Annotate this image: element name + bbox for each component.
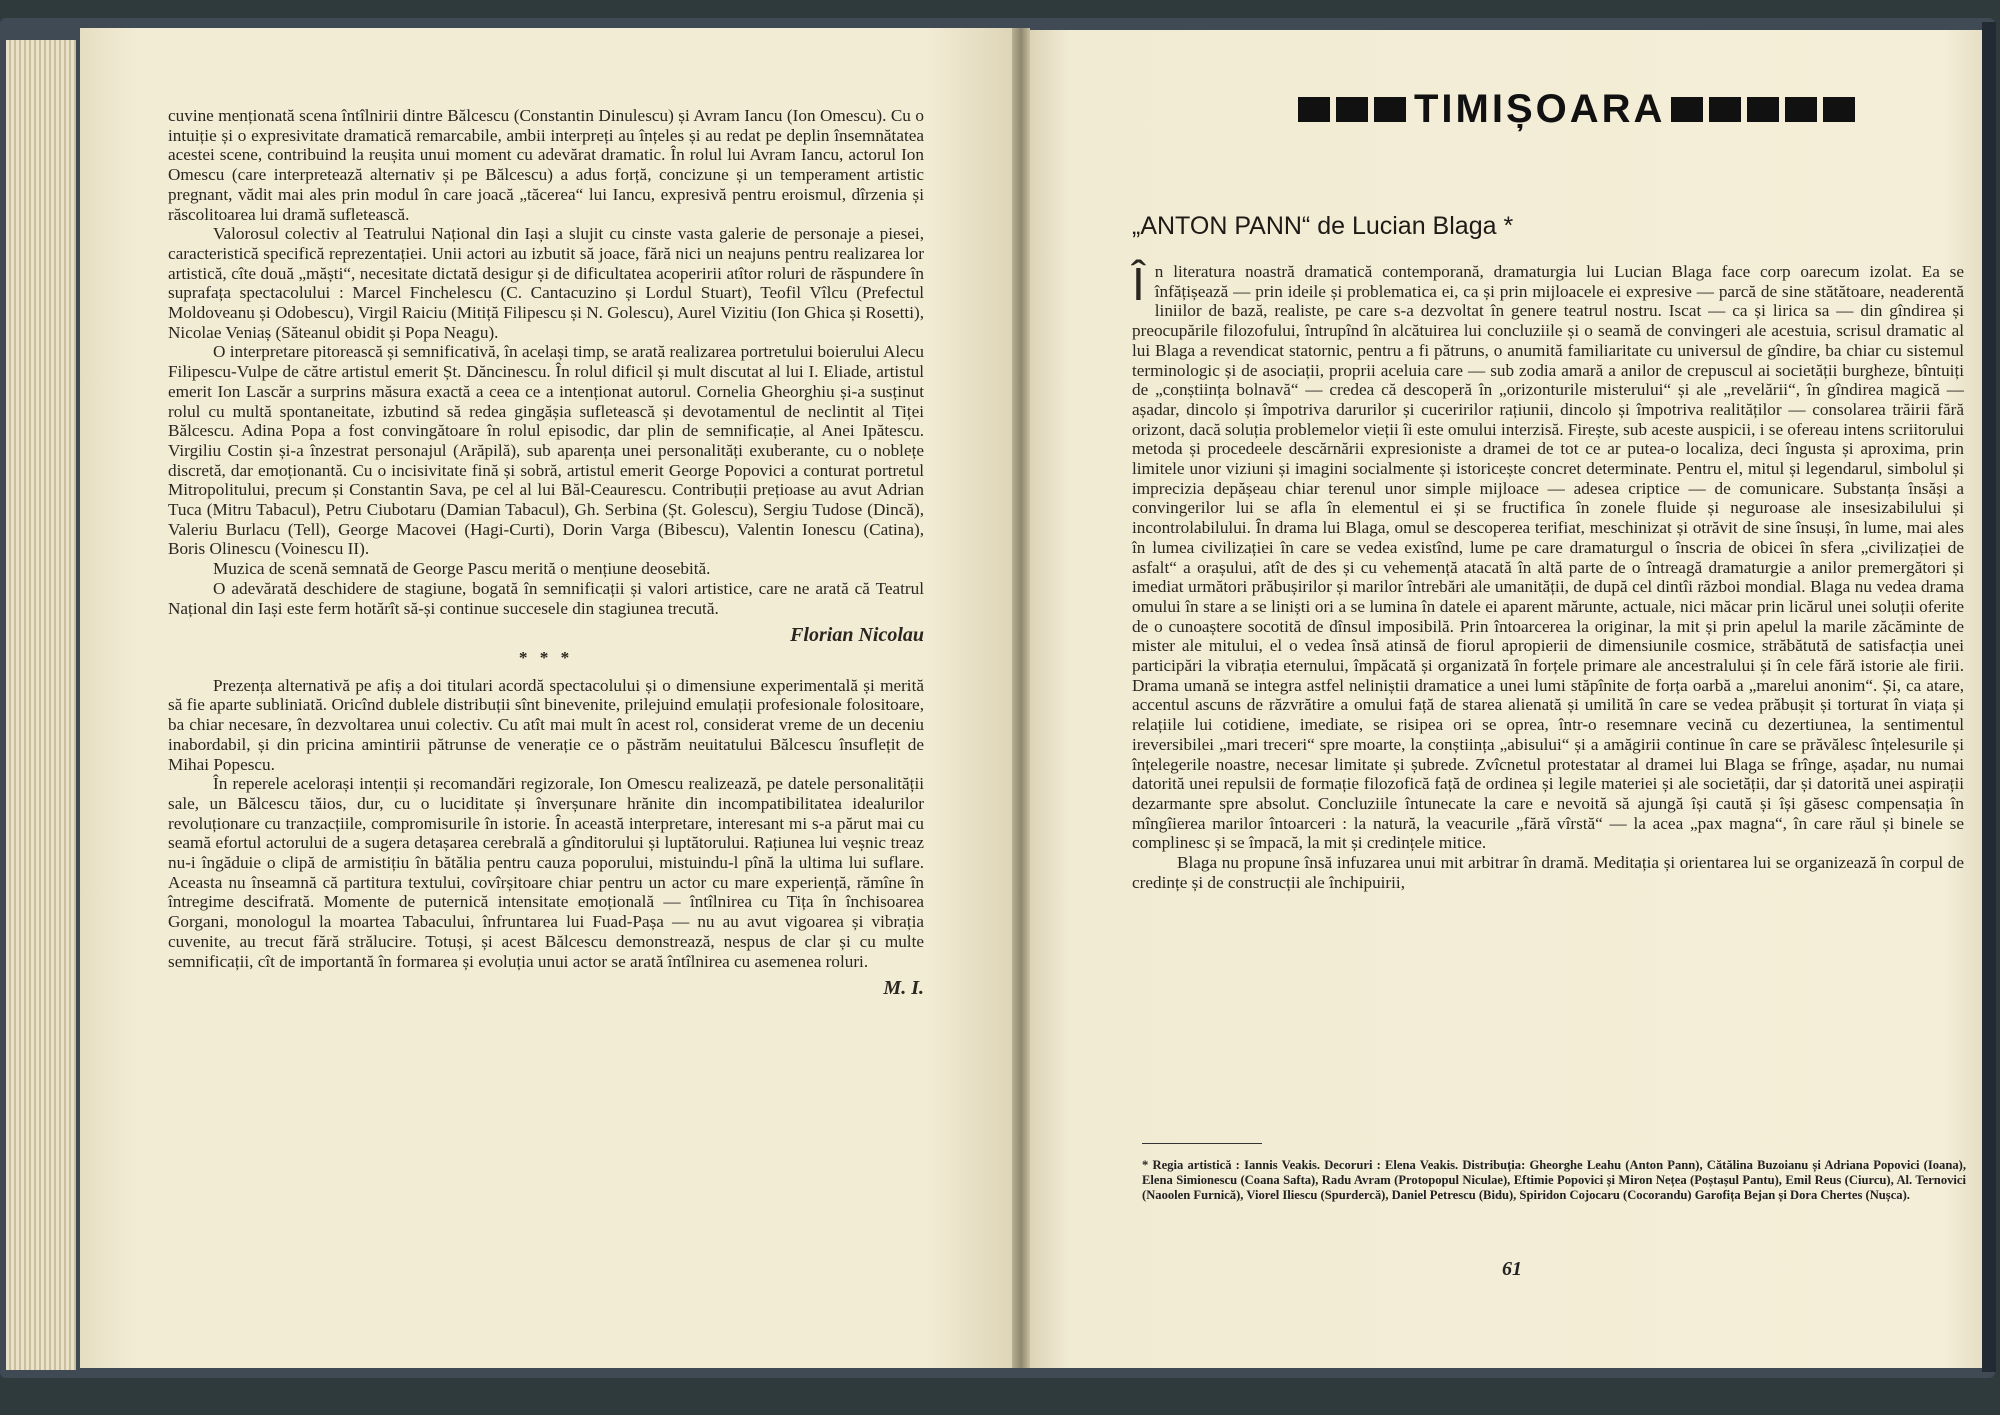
section-banner <box>1298 87 1978 131</box>
signature-author: Florian Nicolau <box>790 624 924 647</box>
banner-block-icon <box>1336 97 1368 122</box>
banner-block-icon <box>1709 97 1741 122</box>
right-column <box>1132 258 1964 893</box>
footnote: * Regia artistică : Iannis Veakis. Decoruri : Elena Veakis. Distribuția: Gheorghe Leahu (Anton Pann), Cătălina Buzoianu și Adriana Popovici (Ioana), Elena Simionescu (Coana Safta), Radu Avram (Protopopul Niculae), Eftimie Popovici și Miron Nețea (Poștașul Pantu), Emil Reus (Ciurcu), Al. Ternovici (Naoolen Furnică), Viorel Iliescu (Spurdercă), Daniel Petrescu (Bidu), Spiridon Cojocaru (Cocorandu) Garofița Bejan și Dora Chertes (Nușca). <box>1142 1158 1966 1202</box>
banner-title: TIMIȘOARA <box>1414 87 1666 131</box>
paragraph: Blaga nu propune însă infuzarea unui mit arbitrar în dramă. Meditația și orientarea lui se organizează în corpul de credințe și de construcții ale închipuirii, <box>1132 853 1964 892</box>
page-edges <box>6 40 76 1370</box>
book-gutter <box>1012 28 1030 1368</box>
left-column <box>168 106 924 1001</box>
banner-block-icon <box>1671 97 1703 122</box>
paragraph <box>1132 258 1964 853</box>
paragraph: O adevărată deschidere de stagiune, bogată în semnificații și valori artistice, care ne arată că Teatrul Național din Iași este ferm hotărît să-și continue succesele din stagiunea trecută. <box>168 578 924 618</box>
paragraph-text: n literatura noastră dramatică contemporană, dramaturgia lui Lucian Blaga face corp oarecum izolat. Ea se înfățișează — prin ideile și problematica ei, ca și prin mijloacele ei expresive — parcă de sine stătătoare, neaderentă liniilor de bază, realiste, pe care s-a dezvoltat în genere teatrul nostru. Iscat — ca și lirica sa — din gîndirea și preocupările filozofului, întrupînd în alcătuirea lui concluziile și o seamă de convingeri ale acestuia, scrisul dramatic al lui Blaga a revendicat statornic, pentru a fi pătruns, o anumită familiaritate cu universul de gîndire, ba chiar cu sistemul terminologic și de asociații, proprii aceluia care — sub zodia amară a anilor de crepuscul ai societății burgheze, bîntuiți de „conștiința bolnavă“ — credea că descoperă în „orizonturile misterului“ și ale „revelării“, în gîndirea magică — așadar, dincolo și împotriva darurilor și cuceririlor rațiunii, dincolo și împotriva realităților — consolarea trăirii fără orizont, dacă soluția problemelor vieții îi este omului interzisă. Firește, sub aceste auspicii, i se ofereau intens scriitorului metoda și procedeele descărnării expresioniste a dramei de tot ce ar putea-o localiza, deci îngusta și aproxima, prin limitele unor viziuni și imagini socialmente și istoricește concret determinate. Pentru el, mitul și legendarul, simbolul și imprecizia depășeau chiar terenul unor simple mijloace — adesea criptice — de comunicare. Substanța însăși a convingerilor lui se afla în elementul ei și se fructifica în zonele fluide și neguroase ale insesizabilului și incontrolabilului. În drama lui Blaga, omul se descoperea terifiat, meschinizat și otrăvit de sine însuși, în lume, mai ales în lumea civilizației în care se vedea existînd, lume pe care dramaturgul o înscria de obicei în sfera „civilizației de asfalt“ a orașului, atît de des și cu vehemență atacată în altă parte de o întreagă dramaturgie a anilor premergători și imediat următori prăbușirilor și marilor întrebări ale umanității, de după cel dintîi război mondial. Blaga nu vedea drama omului în stare a se liniști ori a se lumina în datele ei aparent mărunte, actuale, nici măcar prin licărul unei soluții oferite de o cunoaștere socotită de dînsul imposibilă. Prin întoarcerea la originar, la mit și prin apelul la marile zăcăminte de mister ale mitului, el o vedea însă atinsă de fiorul apropierii de dimensiunile cosmice, străbătută de satisfacția unei participări la vibrația eternului, împăcată și organizată în forțele primare ale ancestralului și în cele fără istorie ale firii. Drama umană se integra astfel neliniștii dramatice a unei lumi stăpînite de forța oarbă a „marelui anonim“. Și, ca atare, accentul ascuns de răzvrătire a omului față de starea alienată și umilită în care se vedea prăbușit și torturat în viața și relațiile lui cotidiene, imediate, se risipea ori se oprea, într-o resemnare vecină cu dezertiunea, la sentimentul ireversibilei „mari treceri“ spre moarte, la conștiința „abisului“ și a amăgirii continue în care se prăvălesc înțelesurile și înțelegerile noastre, necesar limitate și șubrede. Zvîcnetul protestatar al dramei lui Blaga se frînge, așadar, nu numai datorită unei repulsii de formație filozofică față de ordinea și legile materiei și ale societății, dar și datorită unei aspirații dezarmante spre absolut. Concluziile întunecate la care e nevoită să ajungă își caută și își găsesc compensația în mîngîierea marilor întoarceri : la natură, la veacurile „fără vîrstă“ — la acea „pax magna“, în care răul și binele se complinesc și se împacă, la mit și credințele mitice. <box>1132 262 1964 853</box>
cover-edge-right <box>1982 22 1996 1372</box>
banner-block-icon <box>1374 97 1406 122</box>
article-title: „ANTON PANN“ de Lucian Blaga * <box>1132 212 1514 240</box>
footnote-rule <box>1142 1143 1262 1144</box>
signature-initials: M. I. <box>883 977 924 1000</box>
paragraph: O interpretare pitorească și semnificativă, în același timp, se arată realizarea portretului boierului Alecu Filipescu-Vulpe de către artistul emerit Șt. Dăncinescu. În rolul dificil și mult discutat al lui I. Eliade, artistul emerit Ion Lascăr a surprins măsura exactă a ceea ce a intenționat autorul. Cornelia Gheorghiu și-a susținut rolul cu multă spontaneitate, izbutind să redea gingășia sufletească și devotamentul de neclintit al Tiței Bălcescu. Adina Popa a fost convingătoare în rolul episodic, dar plin de semnificație, al Anei Ipătescu. Virgiliu Costin și-a înzestrat personajul (Arăpilă), sub aparența unei personalități exuberante, cu o noblețe discretă, dar emoționantă. Cu o incisivitate fină și sobră, artistul emerit George Popovici a conturat portretul Mitropolitului, precum și Constantin Sava, pe cel al lui Băl-Ceaurescu. Contribuții prețioase au avut Adrian Tuca (Mitru Tabacul), Petru Ciubotaru (Damian Tabacul), Gh. Serbina (Șt. Golescu), Sergiu Tudose (Dincă), Valeriu Burlacu (Tell), George Macovei (Hagi-Curti), Dorin Varga (Bibescu), Valentin Ionescu (Catina), Boris Olinescu (Voinescu II). <box>168 342 924 559</box>
page-number: 61 <box>1502 1258 1522 1280</box>
paragraph: În reperele acelorași intenții și recomandări regizorale, Ion Omescu realizează, pe datele personalității sale, un Bălcescu tăios, dur, cu o luciditate și înverșunare hrănite din incompatibilitatea idealurilor revoluționare cu tranzacțiile, compromisurile în istorie. În această interpretare, interesant mi s-a părut mai cu seamă efortul actorului de a sugera detașarea cerebrală a gînditorului și luptătorului. Rațiunea lui veșnic treaz nu-i îngăduie o clipă de armistițiu în bătălia pentru cauza poporului, mistuindu-l pînă la ultima lui suflare. Aceasta nu înseamnă că partitura textului, covîrșitoare chiar pentru un actor cu mare experiență, rămîne în întregime descifrată. Momente de puternică intensitate emoțională — întîlnirea cu Tița în închisoarea Gorgani, monologul la moartea Tabacului, înfruntarea lui Fuad-Pașa — nu au avut vigoarea și vibrația cuvenite, au trecut fără strălucire. Totuși, și acest Bălcescu demonstrează, nespus de clar și cu multe semnificații, cît de importantă în formarea și evoluția unui actor se arată întîlnirea cu asemenea roluri. <box>168 774 924 971</box>
banner-block-icon <box>1823 97 1855 122</box>
section-separator: * * * <box>518 647 574 667</box>
paragraph: Valorosul colectiv al Teatrului Național din Iași a slujit cu cinste vasta galerie de personaje a piesei, caracteristică specifică reprezentației. Unii actori au izbutit să joace, fără nici un neajuns pentru realizarea lor artistică, cîte două „măști“, necesitate dictată desigur și de dificultatea acoperirii atîtor roluri de răspundere în suprafața spectacolului : Marcel Finchelescu (C. Cantacuzino și Lordul Stuart), Teofil Vîlcu (Prefectul Moldoveanu și Odobescu), Virgil Raiciu (Mitiță Filipescu și N. Golescu), Aurel Vizitiu (Ion Ghica și Rosetti), Nicolae Veniaș (Săteanul obidit și Popa Neagu). <box>168 224 924 342</box>
banner-block-icon <box>1298 97 1330 122</box>
banner-block-icon <box>1785 97 1817 122</box>
paragraph: cuvine menționată scena întîlnirii dintre Bălcescu (Constantin Dinulescu) și Avram Iancu (Ion Omescu). Cu o intuiție și o expresivitate dramatică remarcabile, ambii interpreți au înțeles și au redat pe deplin însemnătatea acestei scene, contribuind la reușita unui moment cu adevărat dramatic. În rolul lui Avram Iancu, actorul Ion Omescu (care interpretează alternativ și pe Bălcescu) a adus forță, concizune și un temperament artistic pregnant, vădit mai ales prin modul în care joacă „tăcerea“ lui Iancu, expresivă pentru eroismul, dîrzenia și răscolitoarea lui dramă sufletească. <box>168 106 924 224</box>
drop-cap: Î <box>1132 258 1145 310</box>
paragraph: Prezența alternativă pe afiș a doi titulari acordă spectacolului și o dimensiune experimentală și merită să fie aparte subliniată. Oricînd dublele distribuții sînt binevenite, prilejuind emulații profesionale folositoare, ba chiar necesare, în dezvoltarea unui colectiv. Cu atît mai mult în acest rol, considerat vreme de un deceniu inabordabil, și din pricina amintirii pătrunse de venerație ce o păstrăm neuitatului Bălcescu însuflețit de Mihai Popescu. <box>168 675 924 774</box>
banner-block-icon <box>1747 97 1779 122</box>
paragraph: Muzica de scenă semnată de George Pascu merită o mențiune deosebită. <box>213 559 711 579</box>
